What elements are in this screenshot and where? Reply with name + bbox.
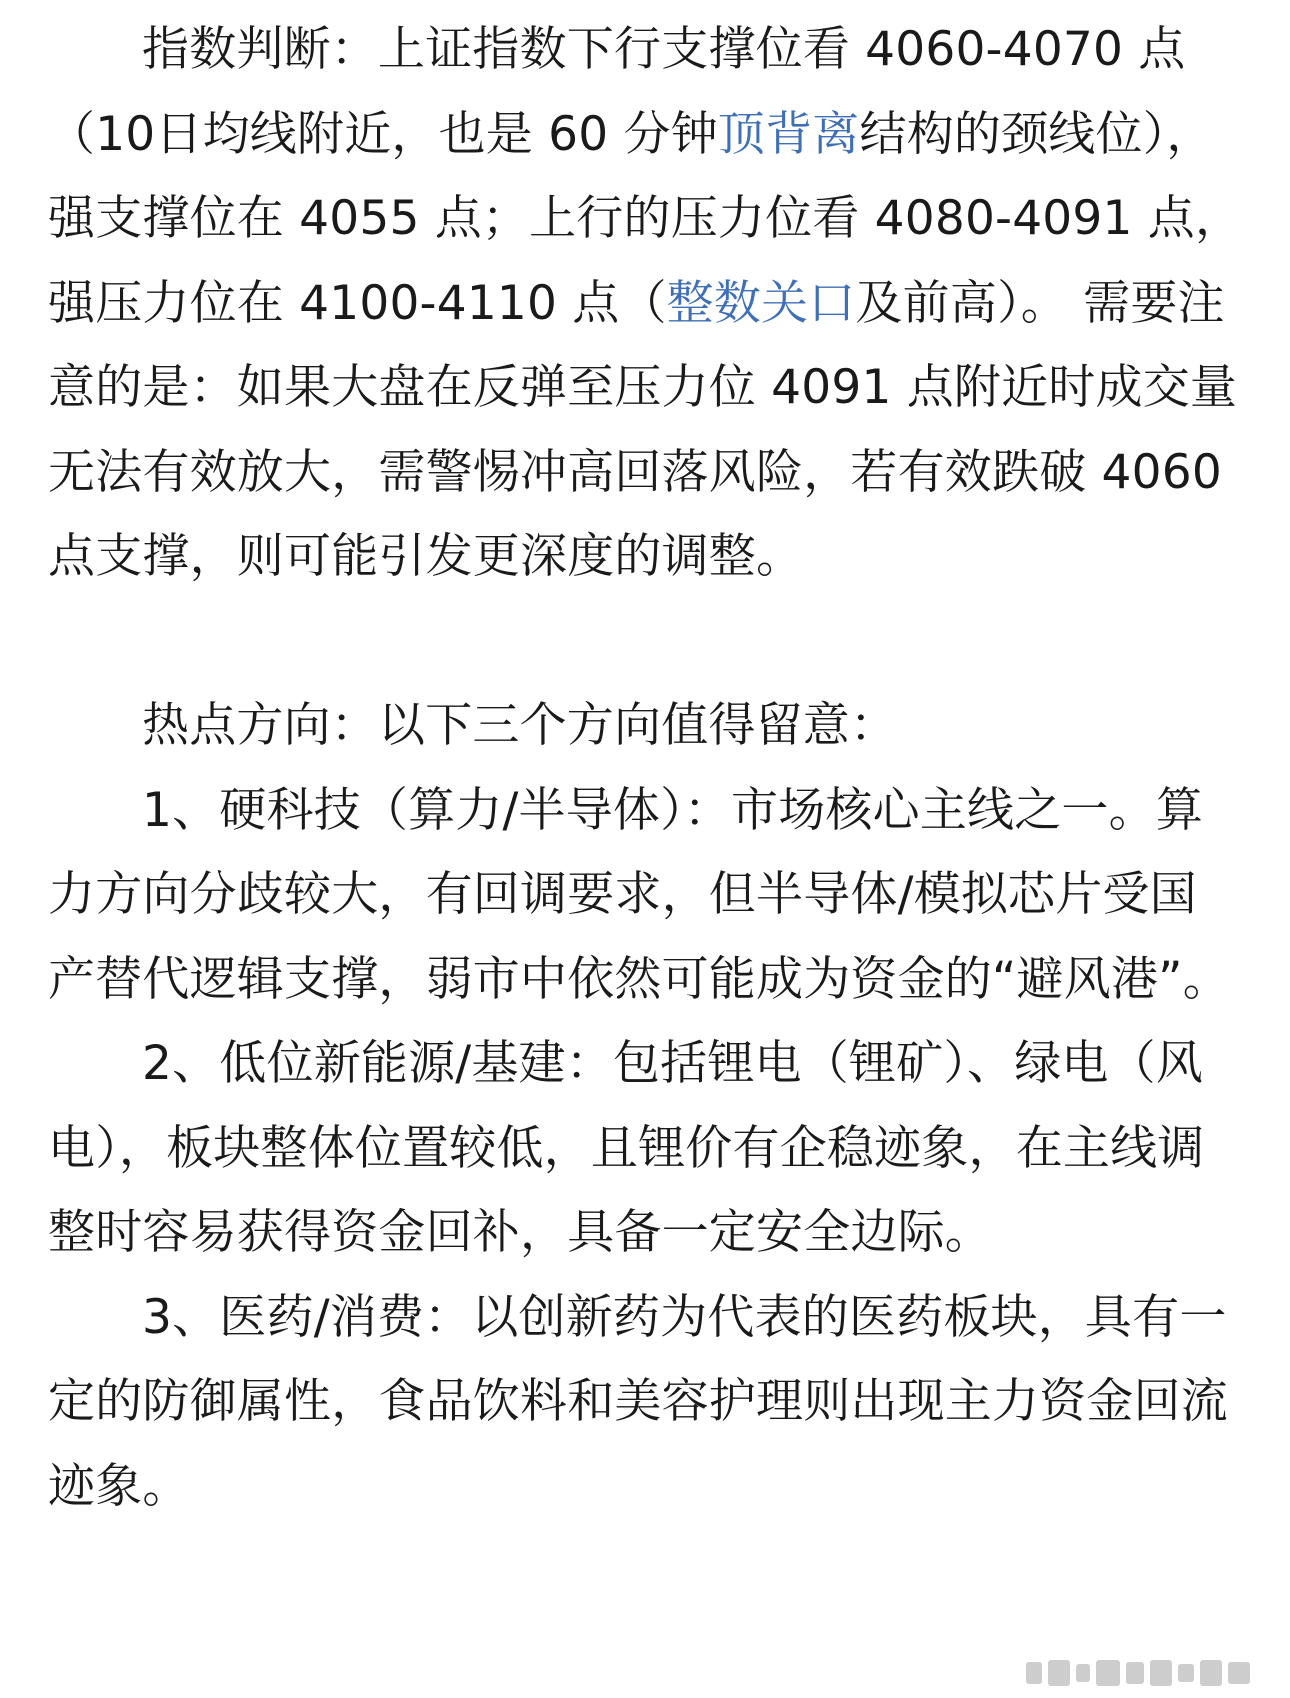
link-round-number-level[interactable]: 整数关口 — [666, 275, 856, 331]
index-judgment-text-a: 指数判断：上证指数下行支撑位看 4060-4070 点（10日均线附近，也是 60 分钟 — [48, 22, 1186, 162]
hotspot-item-1: 1、硬科技（算力/半导体）：市场核心主线之一。算力方向分歧较大，有回调要求，但半导体/模拟芯片受国产替代逻辑支撑，弱市中依然可能成为资金的“避风港”。 — [48, 782, 1230, 1007]
watermark-logo — [1024, 1656, 1254, 1690]
article-body — [48, 8, 1244, 1529]
index-judgment-text-c: 及前高）。 需要注意的是：如果大盘在反弹至压力位 4091 点附近时成交量无法有效放大，需警惕冲高回落风险，若有效跌破 4060 点支撑，则可能引发更深度的调整。 — [48, 275, 1238, 584]
index-judgment-paragraph — [48, 8, 1244, 600]
hotspot-heading-paragraph: 热点方向：以下三个方向值得留意： — [142, 698, 898, 753]
hotspot-item-3: 3、医药/消费：以创新药为代表的医药板块，具有一定的防御属性，食品饮料和美容护理则出现主力资金回流迹象。 — [48, 1289, 1228, 1514]
index-judgment-text-b: 结构的颈线位），强支撑位在 4055 点；上行的压力位看 4080-4091 点，强压力位在 4100-4110 点（ — [48, 106, 1243, 331]
hotspot-item-2: 2、低位新能源/基建：包括锂电（锂矿）、绿电（风电），板块整体位置较低，且锂价有企稳迹象，在主线调整时容易获得资金回补，具备一定安全边际。 — [48, 1036, 1205, 1260]
link-top-divergence[interactable]: 顶背离 — [717, 106, 860, 162]
paragraph-spacer — [48, 600, 1244, 685]
